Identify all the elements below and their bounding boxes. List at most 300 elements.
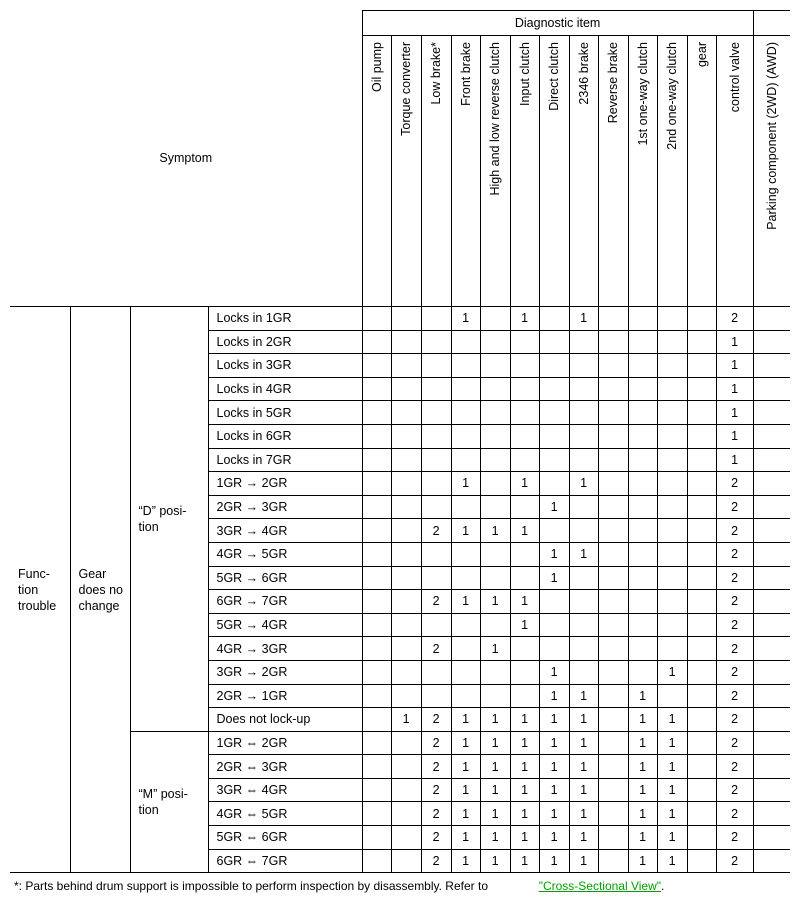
table-cell bbox=[362, 731, 391, 755]
table-cell bbox=[657, 472, 687, 496]
table-cell: 1 bbox=[480, 637, 510, 661]
diagnostic-item-header: Diagnostic item bbox=[362, 11, 753, 36]
table-cell bbox=[598, 307, 628, 331]
table-cell bbox=[569, 377, 598, 401]
table-cell bbox=[421, 330, 451, 354]
column-header bbox=[753, 36, 790, 307]
table-cell bbox=[628, 590, 657, 614]
table-cell bbox=[628, 613, 657, 637]
table-cell bbox=[362, 542, 391, 566]
table-cell bbox=[391, 472, 421, 496]
column-header bbox=[569, 36, 598, 307]
table-cell bbox=[628, 354, 657, 378]
table-cell bbox=[687, 542, 716, 566]
table-cell bbox=[391, 778, 421, 802]
table-cell bbox=[753, 448, 790, 472]
table-cell bbox=[628, 307, 657, 331]
column-header-label: Low brake* bbox=[429, 42, 444, 105]
table-cell: 1 bbox=[480, 755, 510, 779]
table-cell: 1 bbox=[539, 495, 569, 519]
table-cell bbox=[687, 684, 716, 708]
table-cell: 1 bbox=[569, 472, 598, 496]
table-cell bbox=[753, 401, 790, 425]
table-cell: 1 bbox=[657, 755, 687, 779]
table-cell bbox=[362, 660, 391, 684]
footnote-tail: . bbox=[661, 879, 665, 893]
table-cell bbox=[421, 377, 451, 401]
table-cell bbox=[421, 307, 451, 331]
table-cell bbox=[421, 448, 451, 472]
table-cell bbox=[362, 307, 391, 331]
table-cell: 1 bbox=[510, 613, 539, 637]
table-cell bbox=[510, 424, 539, 448]
table-cell bbox=[510, 448, 539, 472]
table-cell bbox=[657, 613, 687, 637]
table-cell: 1 bbox=[716, 424, 753, 448]
table-cell bbox=[657, 519, 687, 543]
table-cell bbox=[657, 330, 687, 354]
table-cell bbox=[687, 330, 716, 354]
table-cell bbox=[687, 849, 716, 873]
table-cell: 1 bbox=[480, 708, 510, 732]
category-level2: Gear does no change bbox=[70, 307, 130, 873]
table-cell bbox=[753, 660, 790, 684]
header-empty-cell bbox=[753, 11, 790, 36]
row-label: 5GR → 6GR bbox=[208, 566, 362, 590]
table-cell: 1 bbox=[451, 708, 480, 732]
table-cell bbox=[421, 613, 451, 637]
table-cell bbox=[753, 495, 790, 519]
table-cell bbox=[687, 660, 716, 684]
table-cell bbox=[753, 637, 790, 661]
table-cell bbox=[391, 613, 421, 637]
table-cell bbox=[657, 495, 687, 519]
table-cell: 1 bbox=[569, 826, 598, 850]
table-cell: 1 bbox=[510, 708, 539, 732]
table-cell bbox=[391, 731, 421, 755]
table-cell: 2 bbox=[716, 802, 753, 826]
table-cell bbox=[362, 755, 391, 779]
table-cell bbox=[391, 377, 421, 401]
table-cell bbox=[391, 590, 421, 614]
table-cell bbox=[598, 377, 628, 401]
table-cell bbox=[569, 519, 598, 543]
row-label: Locks in 6GR bbox=[208, 424, 362, 448]
table-cell bbox=[687, 519, 716, 543]
column-header-label: control valve bbox=[727, 42, 742, 113]
table-cell: 1 bbox=[569, 307, 598, 331]
column-header-label: Torque converter bbox=[399, 42, 414, 136]
table-cell: 1 bbox=[510, 590, 539, 614]
table-cell: 1 bbox=[539, 778, 569, 802]
row-label: Locks in 1GR bbox=[208, 307, 362, 331]
footnote-text: *: Parts behind drum support is impossible to perform inspection by disassembly. Refer to bbox=[14, 879, 488, 893]
table-cell bbox=[628, 330, 657, 354]
table-cell: 2 bbox=[716, 613, 753, 637]
table-cell bbox=[657, 377, 687, 401]
table-cell: 1 bbox=[657, 826, 687, 850]
table-cell: 1 bbox=[657, 849, 687, 873]
table-cell: 1 bbox=[451, 802, 480, 826]
table-cell bbox=[628, 401, 657, 425]
table-cell bbox=[598, 566, 628, 590]
table-cell: 1 bbox=[539, 566, 569, 590]
table-cell bbox=[510, 542, 539, 566]
table-cell: 1 bbox=[716, 377, 753, 401]
table-cell bbox=[480, 401, 510, 425]
table-cell: 1 bbox=[569, 802, 598, 826]
table-cell: 2 bbox=[421, 519, 451, 543]
table-cell bbox=[451, 448, 480, 472]
row-label: 2GR ⇔ 3GR bbox=[208, 755, 362, 779]
column-header-label: Input clutch bbox=[517, 42, 532, 106]
table-cell bbox=[569, 401, 598, 425]
table-cell: 1 bbox=[480, 849, 510, 873]
table-cell bbox=[421, 472, 451, 496]
table-cell bbox=[569, 424, 598, 448]
table-cell bbox=[362, 708, 391, 732]
table-cell bbox=[480, 613, 510, 637]
table-cell bbox=[598, 613, 628, 637]
table-cell: 2 bbox=[716, 660, 753, 684]
column-header bbox=[510, 36, 539, 307]
table-cell bbox=[510, 637, 539, 661]
table-cell: 1 bbox=[451, 826, 480, 850]
table-cell bbox=[598, 495, 628, 519]
table-cell bbox=[362, 849, 391, 873]
table-cell bbox=[480, 307, 510, 331]
table-cell bbox=[569, 330, 598, 354]
table-cell bbox=[362, 613, 391, 637]
table-cell: 1 bbox=[510, 778, 539, 802]
column-header-label: Direct clutch bbox=[547, 42, 562, 111]
m-position-category: “M” posi- tion bbox=[130, 731, 208, 873]
column-header-label: 2346 brake bbox=[576, 42, 591, 105]
column-header bbox=[421, 36, 451, 307]
row-label: Locks in 7GR bbox=[208, 448, 362, 472]
table-cell: 1 bbox=[628, 684, 657, 708]
table-cell: 1 bbox=[569, 708, 598, 732]
table-cell bbox=[539, 401, 569, 425]
table-cell bbox=[598, 660, 628, 684]
table-cell bbox=[657, 401, 687, 425]
row-label: 2GR → 3GR bbox=[208, 495, 362, 519]
table-cell: 2 bbox=[716, 472, 753, 496]
table-cell: 1 bbox=[539, 660, 569, 684]
table-cell: 2 bbox=[421, 708, 451, 732]
table-cell bbox=[510, 354, 539, 378]
table-cell: 1 bbox=[539, 802, 569, 826]
row-label: 3GR → 4GR bbox=[208, 519, 362, 543]
row-label: Locks in 2GR bbox=[208, 330, 362, 354]
table-cell bbox=[687, 424, 716, 448]
table-cell: 2 bbox=[716, 519, 753, 543]
table-cell bbox=[753, 708, 790, 732]
table-cell bbox=[391, 802, 421, 826]
table-cell: 2 bbox=[421, 802, 451, 826]
table-cell bbox=[687, 590, 716, 614]
table-cell bbox=[451, 566, 480, 590]
table-cell: 2 bbox=[716, 708, 753, 732]
table-cell: 1 bbox=[716, 401, 753, 425]
table-cell bbox=[753, 354, 790, 378]
table-cell: 1 bbox=[480, 519, 510, 543]
row-label: Locks in 3GR bbox=[208, 354, 362, 378]
table-cell bbox=[362, 401, 391, 425]
table-cell: 1 bbox=[628, 731, 657, 755]
table-cell: 1 bbox=[510, 802, 539, 826]
table-cell bbox=[391, 755, 421, 779]
table-cell bbox=[480, 684, 510, 708]
row-label: 3GR ⇔ 4GR bbox=[208, 778, 362, 802]
table-cell: 2 bbox=[716, 307, 753, 331]
table-cell bbox=[753, 684, 790, 708]
table-cell bbox=[421, 354, 451, 378]
table-cell bbox=[362, 472, 391, 496]
table-cell: 2 bbox=[421, 590, 451, 614]
table-cell: 1 bbox=[539, 684, 569, 708]
table-cell bbox=[753, 472, 790, 496]
table-cell bbox=[753, 330, 790, 354]
column-header bbox=[687, 36, 716, 307]
table-cell bbox=[480, 354, 510, 378]
table-cell bbox=[569, 637, 598, 661]
table-cell bbox=[598, 684, 628, 708]
table-cell bbox=[657, 566, 687, 590]
table-cell bbox=[598, 849, 628, 873]
table-cell bbox=[451, 401, 480, 425]
table-cell bbox=[598, 778, 628, 802]
column-header-label: 1st one-way clutch bbox=[635, 42, 650, 146]
table-cell: 2 bbox=[421, 755, 451, 779]
table-cell bbox=[598, 731, 628, 755]
table-cell bbox=[687, 472, 716, 496]
table-cell bbox=[753, 802, 790, 826]
table-cell bbox=[687, 354, 716, 378]
table-cell bbox=[628, 660, 657, 684]
table-cell bbox=[391, 307, 421, 331]
table-cell bbox=[391, 519, 421, 543]
table-cell bbox=[391, 354, 421, 378]
table-cell bbox=[657, 354, 687, 378]
table-cell: 1 bbox=[657, 802, 687, 826]
row-label: 3GR → 2GR bbox=[208, 660, 362, 684]
table-cell bbox=[753, 307, 790, 331]
table-cell: 2 bbox=[716, 542, 753, 566]
table-cell bbox=[657, 637, 687, 661]
table-cell bbox=[753, 731, 790, 755]
table-cell bbox=[628, 566, 657, 590]
table-cell: 1 bbox=[628, 802, 657, 826]
table-cell bbox=[451, 637, 480, 661]
column-header bbox=[628, 36, 657, 307]
table-cell bbox=[510, 566, 539, 590]
table-cell: 1 bbox=[539, 731, 569, 755]
table-cell bbox=[362, 495, 391, 519]
table-cell: 1 bbox=[451, 755, 480, 779]
table-cell: 2 bbox=[421, 731, 451, 755]
table-cell bbox=[687, 566, 716, 590]
table-cell bbox=[753, 826, 790, 850]
table-cell bbox=[391, 637, 421, 661]
table-cell bbox=[657, 424, 687, 448]
table-cell: 2 bbox=[421, 849, 451, 873]
table-cell bbox=[687, 802, 716, 826]
table-cell bbox=[687, 448, 716, 472]
category-level1: Func- tion trouble bbox=[10, 307, 70, 873]
column-header bbox=[391, 36, 421, 307]
column-header-label: Oil pump bbox=[369, 42, 384, 93]
table-cell bbox=[362, 354, 391, 378]
table-cell bbox=[628, 472, 657, 496]
table-cell bbox=[539, 424, 569, 448]
table-cell bbox=[362, 684, 391, 708]
table-cell bbox=[598, 637, 628, 661]
table-cell: 1 bbox=[716, 448, 753, 472]
table-cell bbox=[628, 542, 657, 566]
table-cell bbox=[539, 307, 569, 331]
table-cell bbox=[391, 401, 421, 425]
table-cell: 1 bbox=[451, 849, 480, 873]
table-cell bbox=[510, 660, 539, 684]
table-cell bbox=[598, 401, 628, 425]
table-cell bbox=[753, 778, 790, 802]
table-cell bbox=[362, 637, 391, 661]
column-header-label: Front brake bbox=[458, 42, 473, 106]
table-cell bbox=[753, 849, 790, 873]
table-cell: 2 bbox=[716, 755, 753, 779]
table-cell bbox=[569, 613, 598, 637]
table-cell bbox=[687, 307, 716, 331]
table-cell: 1 bbox=[480, 590, 510, 614]
table-cell: 1 bbox=[510, 731, 539, 755]
table-cell bbox=[362, 519, 391, 543]
table-cell bbox=[362, 424, 391, 448]
table-cell bbox=[598, 448, 628, 472]
table-cell bbox=[569, 566, 598, 590]
table-cell bbox=[657, 590, 687, 614]
table-cell: 1 bbox=[480, 802, 510, 826]
table-cell bbox=[391, 566, 421, 590]
table-cell bbox=[451, 330, 480, 354]
table-cell bbox=[362, 377, 391, 401]
table-cell bbox=[510, 330, 539, 354]
table-cell: 1 bbox=[510, 519, 539, 543]
table-cell bbox=[657, 684, 687, 708]
table-cell bbox=[598, 354, 628, 378]
table-cell bbox=[628, 377, 657, 401]
table-cell bbox=[362, 826, 391, 850]
table-cell bbox=[598, 424, 628, 448]
column-header bbox=[362, 36, 391, 307]
table-cell bbox=[421, 424, 451, 448]
table-cell bbox=[539, 637, 569, 661]
table-cell: 1 bbox=[716, 354, 753, 378]
table-cell: 1 bbox=[657, 660, 687, 684]
table-cell bbox=[391, 849, 421, 873]
table-cell bbox=[598, 826, 628, 850]
table-cell bbox=[391, 542, 421, 566]
table-cell bbox=[421, 495, 451, 519]
table-cell: 1 bbox=[657, 708, 687, 732]
table-cell bbox=[569, 354, 598, 378]
row-label: 1GR → 2GR bbox=[208, 472, 362, 496]
column-header bbox=[480, 36, 510, 307]
row-label: Locks in 4GR bbox=[208, 377, 362, 401]
table-cell: 1 bbox=[451, 731, 480, 755]
table-cell bbox=[362, 802, 391, 826]
table-cell bbox=[569, 660, 598, 684]
table-cell: 1 bbox=[539, 542, 569, 566]
symptom-header: Symptom bbox=[10, 11, 362, 307]
table-cell bbox=[539, 377, 569, 401]
table-cell bbox=[753, 590, 790, 614]
column-header-label: gear bbox=[694, 42, 709, 68]
table-cell bbox=[687, 613, 716, 637]
table-cell: 1 bbox=[391, 708, 421, 732]
table-cell: 1 bbox=[480, 826, 510, 850]
table-cell bbox=[598, 802, 628, 826]
row-label: 1GR ⇔ 2GR bbox=[208, 731, 362, 755]
table-cell bbox=[687, 755, 716, 779]
table-cell bbox=[598, 472, 628, 496]
table-cell bbox=[421, 660, 451, 684]
column-header-label: Parking component (2WD) (AWD) bbox=[764, 42, 779, 230]
footnote bbox=[14, 879, 664, 893]
table-cell bbox=[598, 755, 628, 779]
table-cell bbox=[480, 448, 510, 472]
row-label: 6GR ⇔ 7GR bbox=[208, 849, 362, 873]
row-label: Does not lock-up bbox=[208, 708, 362, 732]
column-header-label: 2nd one-way clutch bbox=[665, 42, 680, 150]
table-cell bbox=[687, 708, 716, 732]
column-header-label: Reverse brake bbox=[606, 42, 621, 124]
table-cell bbox=[539, 590, 569, 614]
table-cell bbox=[362, 330, 391, 354]
table-cell: 1 bbox=[451, 778, 480, 802]
table-cell bbox=[480, 566, 510, 590]
table-cell bbox=[421, 542, 451, 566]
table-cell: 1 bbox=[480, 731, 510, 755]
table-cell: 2 bbox=[421, 637, 451, 661]
table-cell: 1 bbox=[628, 708, 657, 732]
table-cell: 2 bbox=[716, 495, 753, 519]
table-cell: 1 bbox=[510, 849, 539, 873]
table-cell bbox=[539, 472, 569, 496]
table-cell bbox=[362, 590, 391, 614]
table-cell bbox=[687, 826, 716, 850]
table-cell bbox=[451, 660, 480, 684]
row-label: 4GR → 3GR bbox=[208, 637, 362, 661]
table-cell bbox=[598, 519, 628, 543]
table-cell bbox=[753, 566, 790, 590]
table-cell bbox=[510, 377, 539, 401]
table-cell: 1 bbox=[569, 542, 598, 566]
table-cell bbox=[391, 495, 421, 519]
table-cell: 2 bbox=[716, 826, 753, 850]
table-cell bbox=[628, 519, 657, 543]
cross-sectional-view-link[interactable]: "Cross-Sectional View" bbox=[538, 879, 662, 893]
table-cell bbox=[391, 424, 421, 448]
table-cell bbox=[391, 448, 421, 472]
column-header bbox=[539, 36, 569, 307]
row-label: 2GR → 1GR bbox=[208, 684, 362, 708]
table-cell bbox=[657, 307, 687, 331]
table-cell bbox=[421, 566, 451, 590]
table-cell bbox=[687, 377, 716, 401]
table-cell bbox=[753, 424, 790, 448]
table-cell bbox=[569, 495, 598, 519]
